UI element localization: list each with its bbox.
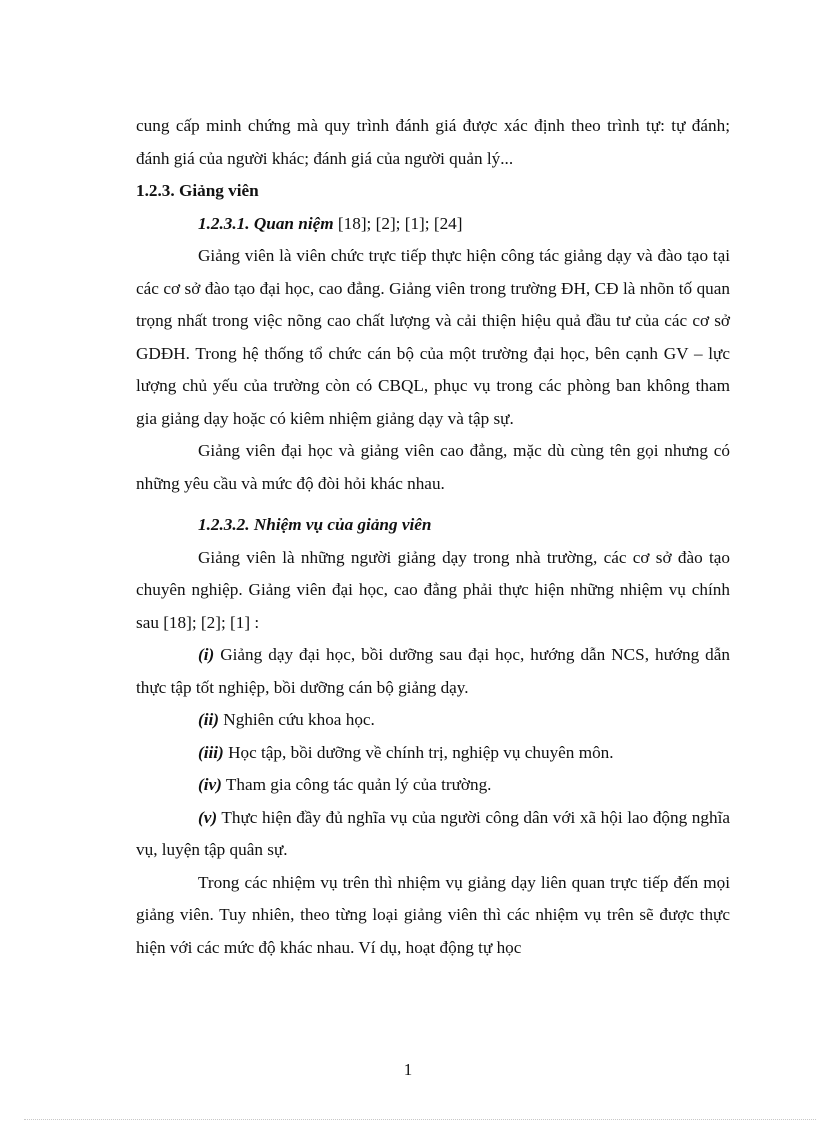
duty-text: Học tập, bồi dưỡng về chính trị, nghiệp vụ chuyên môn. xyxy=(223,742,614,762)
duty-item xyxy=(136,639,730,704)
page-content xyxy=(136,110,730,964)
duty-item xyxy=(136,769,730,802)
duty-marker: (iv) xyxy=(198,775,222,794)
concept-paragraph-2: Giảng viên đại học và giảng viên cao đẳng, mặc dù cùng tên gọi nhưng có những yêu cầu và mức độ đòi hỏi khác nhau. xyxy=(136,441,730,493)
duty-marker: (ii) xyxy=(198,710,219,729)
duty-text: Giảng dạy đại học, bồi dưỡng sau đại học, hướng dẫn NCS, hướng dẫn thực tập tốt nghiệp, bồi dưỡng cán bộ giảng dạy. xyxy=(136,645,730,697)
intro-paragraph: cung cấp minh chứng mà quy trình đánh giá được xác định theo trình tự: tự đánh; đánh giá của người khác; đánh giá của người quản lý... xyxy=(136,116,730,168)
subsection-heading-duties xyxy=(136,509,730,542)
page-bottom-divider xyxy=(24,1119,816,1120)
duties-paragraph-2: Trong các nhiệm vụ trên thì nhiệm vụ giảng dạy liên quan trực tiếp đến mọi giảng viên. Tuy nhiên, theo từng loại giảng viên thì các nhiệm vụ trên sẽ được thực hiện với các mức độ khác nhau. Ví dụ, hoạt động tự học xyxy=(136,872,730,957)
duty-marker: (i) xyxy=(198,645,215,664)
duty-item xyxy=(136,802,730,867)
page-number: 1 xyxy=(403,1060,413,1079)
section-heading: 1.2.3. Giảng viên xyxy=(136,181,259,200)
duty-text: Tham gia công tác quản lý của trường. xyxy=(221,775,492,794)
duty-text: Thực hiện đầy đủ nghĩa vụ của người công dân với xã hội lao động nghĩa vụ, luyện tập quân sự. xyxy=(136,807,730,859)
duty-text: Nghiên cứu khoa học. xyxy=(219,710,375,729)
subsection-title: 1.2.3.2. Nhiệm vụ của giảng viên xyxy=(198,515,432,534)
concept-paragraph-1: Giảng viên là viên chức trực tiếp thực hiện công tác giảng dạy và đào tạo tại các cơ sở đào tạo đại học, cao đẳng. Giảng viên trong trường ĐH, CĐ là nhõn tố quan trọng nhất trong việc nõng cao chất lượng và cải thiện hiệu quả đầu tư của các cơ sở GDĐH. Trong hệ thống tổ chức cán bộ của một trường đại học, bên cạnh GV – lực lượng chủ yếu của trường còn có CBQL, phục vụ trong các phòng ban không tham gia giảng dạy hoặc có kiêm nhiệm giảng dạy và tập sự. xyxy=(136,246,730,428)
duty-item xyxy=(136,704,730,737)
duty-marker: (iii) xyxy=(198,742,224,762)
duty-item xyxy=(136,737,730,770)
subsection-references: [18]; [2]; [1]; [24] xyxy=(333,213,463,233)
subsection-heading-concept xyxy=(136,208,730,241)
duty-marker: (v) xyxy=(198,807,218,827)
subsection-title: 1.2.3.1. Quan niệm xyxy=(198,213,334,233)
duties-paragraph-1: Giảng viên là những người giảng dạy trong nhà trường, các cơ sở đào tạo chuyên nghiệp. Giảng viên đại học, cao đẳng phải thực hiện những nhiệm vụ chính sau [18]; [2]; [1] : xyxy=(136,547,730,632)
